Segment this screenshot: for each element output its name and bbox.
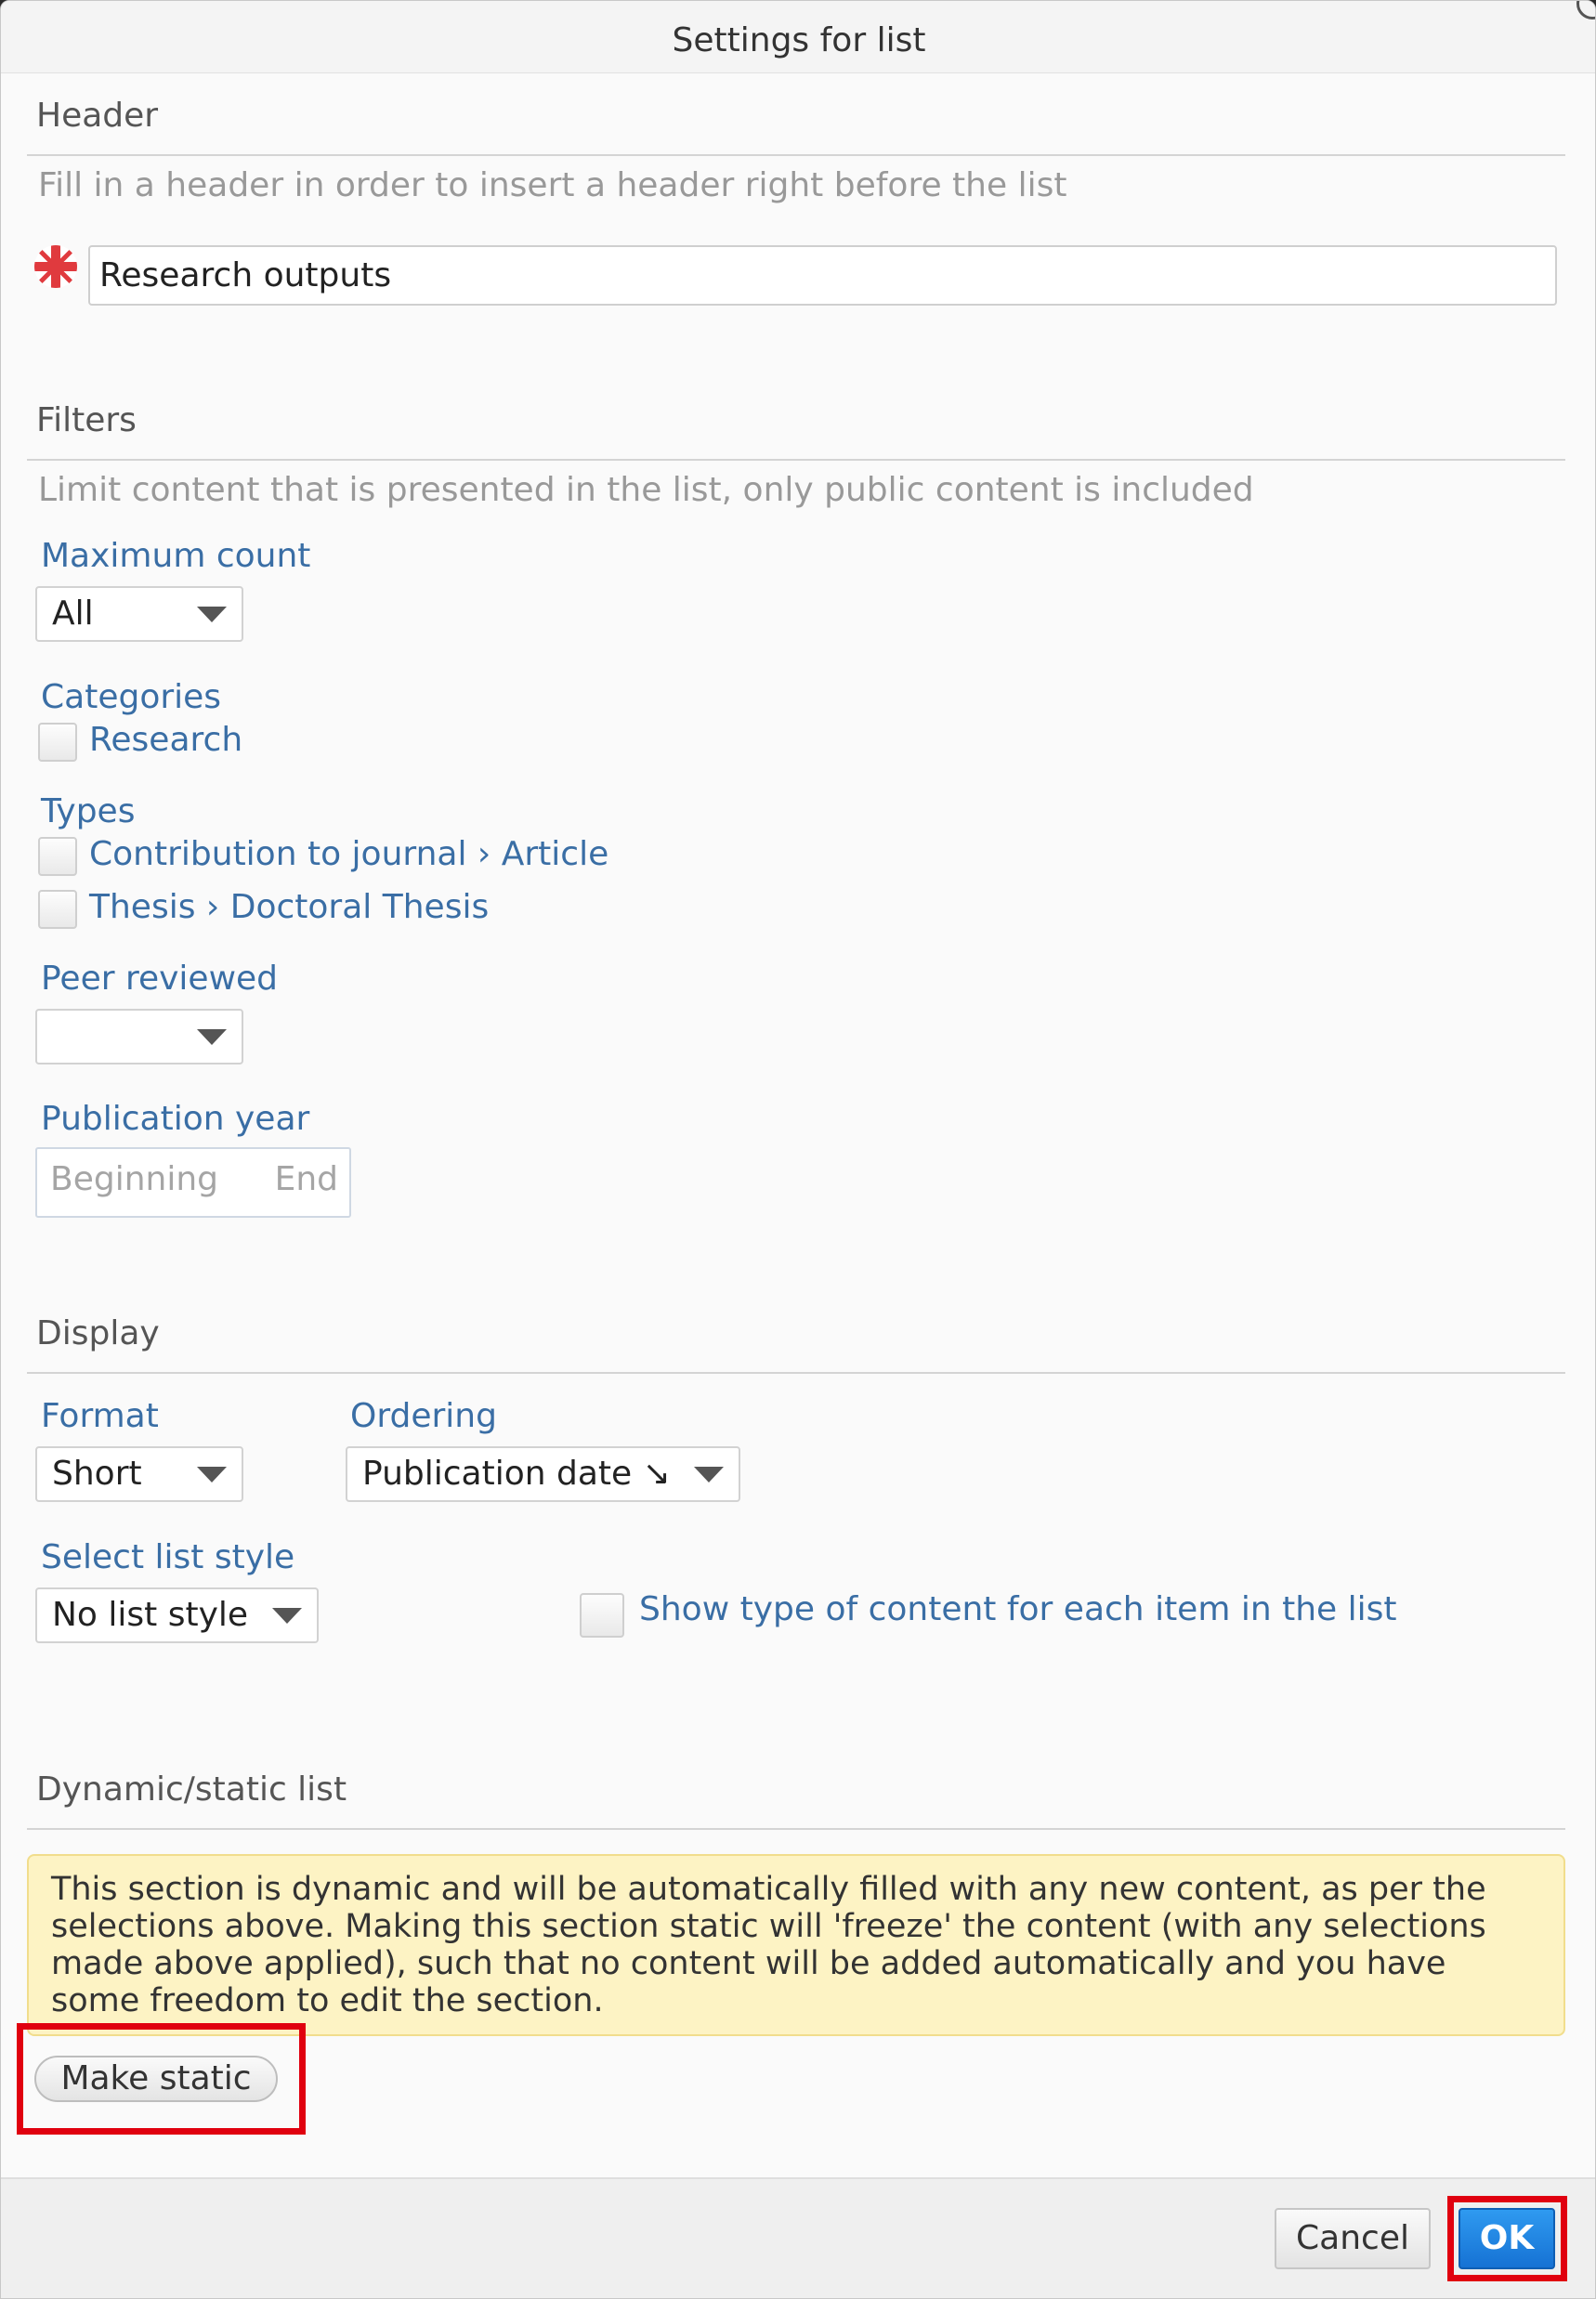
list-style-select[interactable]: [35, 1587, 319, 1643]
publication-year-range[interactable]: [35, 1147, 351, 1218]
header-hint: Fill in a header in order to insert a header right before the list: [38, 166, 1067, 204]
peer-reviewed-label: Peer reviewed: [41, 960, 279, 998]
show-type-checkbox[interactable]: [580, 1593, 624, 1638]
list-style-value: No list style: [52, 1596, 249, 1634]
dynamic-static-heading: Dynamic/static list: [36, 1770, 347, 1809]
filters-section-heading: Filters: [36, 401, 137, 439]
header-section-heading: Header: [36, 97, 159, 135]
year-end-input[interactable]: End: [274, 1160, 338, 1198]
type-checkbox-doctoral-thesis[interactable]: [38, 890, 77, 929]
year-begin-input[interactable]: Beginning: [50, 1160, 219, 1198]
divider: [27, 1828, 1565, 1830]
chevron-down-icon: [197, 1029, 227, 1045]
max-count-label: Maximum count: [41, 537, 311, 575]
divider: [27, 459, 1565, 461]
format-label: Format: [41, 1397, 159, 1435]
dynamic-notice: This section is dynamic and will be automatically filled with any new content, as per the selections above. Making this section static will 'freeze' the content (with any selections made above applied), such that no content will be added automatically and you have some freedom to edit the section.: [27, 1854, 1565, 2036]
type-label-doctoral-thesis[interactable]: Thesis › Doctoral Thesis: [89, 888, 490, 926]
max-count-select[interactable]: [35, 586, 243, 642]
ordering-value: Publication date ↘: [362, 1455, 671, 1493]
publication-year-label: Publication year: [41, 1100, 310, 1138]
ordering-label: Ordering: [350, 1397, 497, 1435]
type-checkbox-article[interactable]: [38, 837, 77, 876]
dialog-title: Settings for list: [1, 1, 1596, 73]
make-static-button[interactable]: Make static: [34, 2056, 278, 2102]
filters-hint: Limit content that is presented in the list, only public content is included: [38, 471, 1254, 509]
chevron-down-icon: [197, 607, 227, 622]
category-checkbox-research[interactable]: [38, 723, 77, 762]
max-count-value: All: [52, 594, 94, 633]
cancel-button[interactable]: Cancel: [1275, 2208, 1431, 2269]
highlight-box: [17, 2023, 306, 2135]
format-value: Short: [52, 1455, 142, 1493]
categories-label: Categories: [41, 678, 222, 716]
display-section-heading: Display: [36, 1314, 160, 1352]
type-label-article[interactable]: Contribution to journal › Article: [89, 835, 609, 873]
show-type-label[interactable]: Show type of content for each item in the list: [639, 1590, 1397, 1628]
ordering-select[interactable]: [346, 1446, 740, 1502]
format-select[interactable]: [35, 1446, 243, 1502]
chevron-down-icon: [272, 1608, 302, 1624]
ok-button[interactable]: OK: [1459, 2208, 1555, 2269]
uk-flag-icon: [34, 245, 77, 288]
list-style-label: Select list style: [41, 1538, 295, 1576]
category-label-research[interactable]: Research: [89, 721, 243, 759]
peer-reviewed-select[interactable]: [35, 1009, 243, 1065]
divider: [27, 1372, 1565, 1374]
chevron-down-icon: [197, 1467, 227, 1483]
header-input[interactable]: Research outputs: [88, 245, 1557, 306]
types-label: Types: [41, 792, 136, 830]
chevron-down-icon: [694, 1467, 724, 1483]
divider: [27, 154, 1565, 156]
highlight-box: [1447, 2196, 1567, 2281]
